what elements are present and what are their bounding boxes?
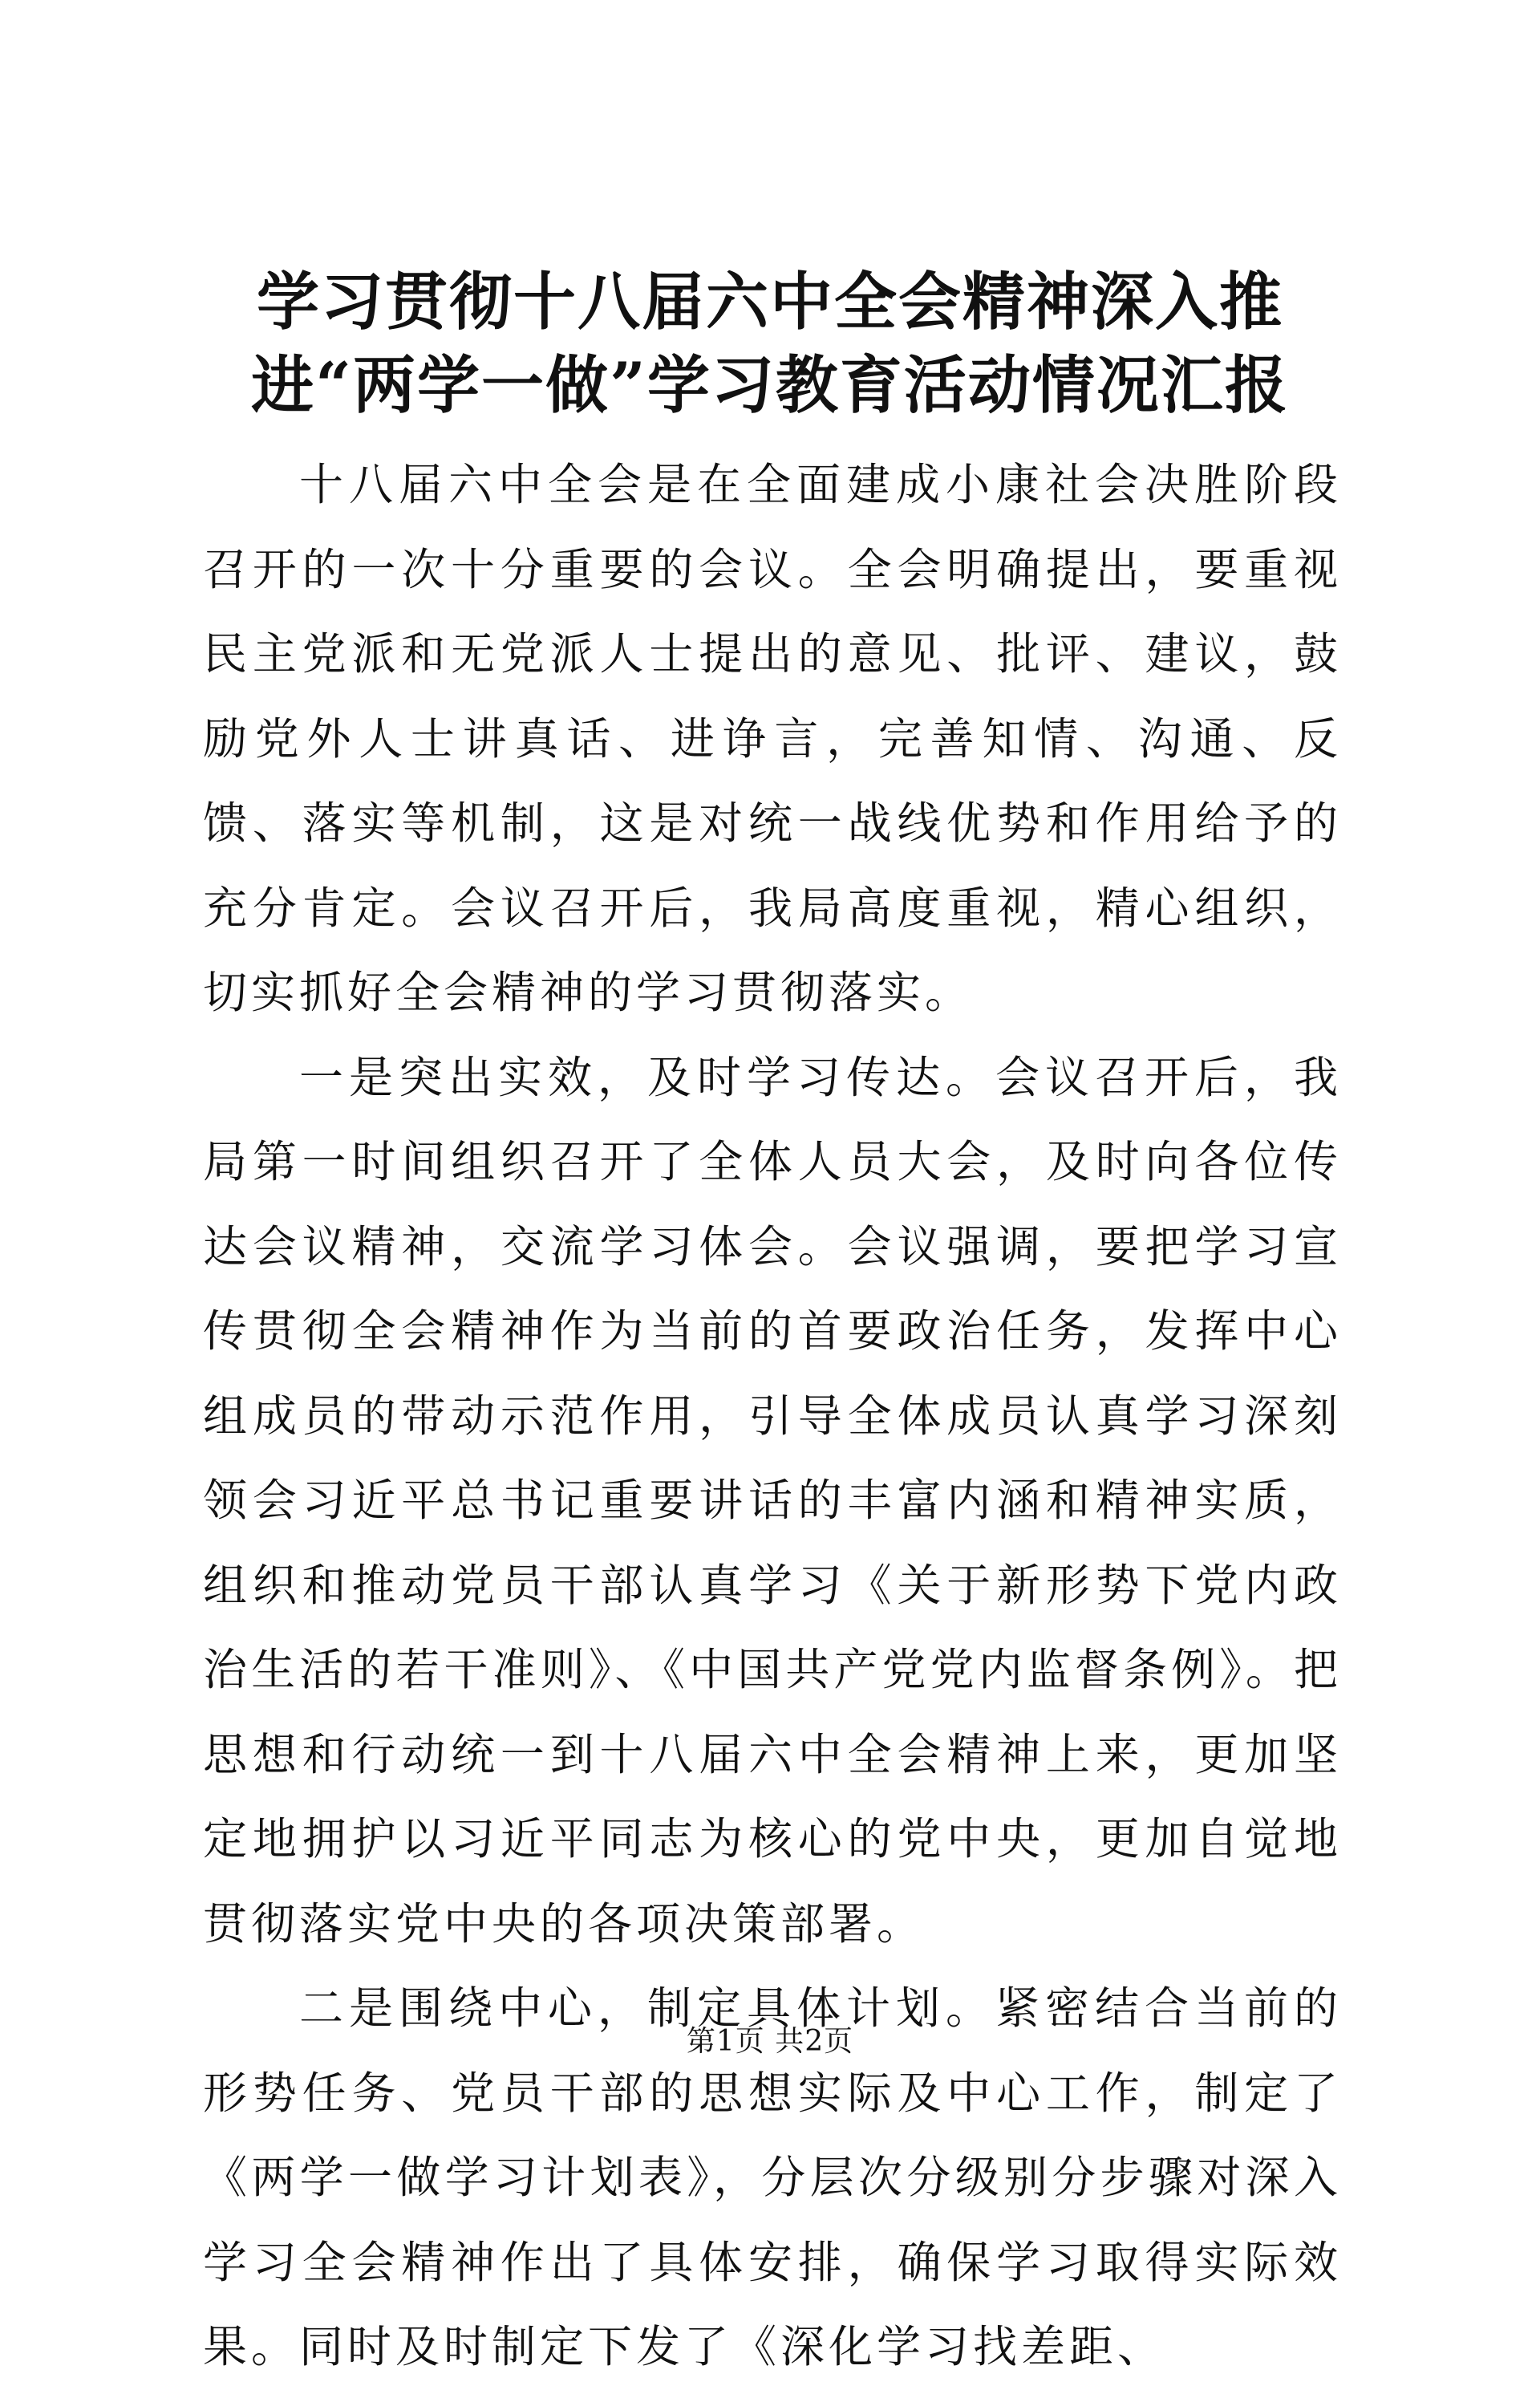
paragraph-intro: 十八届六中全会是在全面建成小康社会决胜阶段召开的一次十分重要的会议。全会明确提出，要重视民主党派和无党派人士提出的意见、批评、建议，鼓励党外人士讲真话、进诤言，完善知情、沟通、反馈、落实等机制，这是对统一战线优势和作用给予的充分肯定。会议召开后，我局高度重视，精心组织，切实抓好全会精神的学习贯彻落实。: [203, 459, 1342, 1018]
page-number-footer: 第1页 共2页: [686, 2025, 854, 2058]
document-title: 学习贯彻十八届六中全会精神深入推进“两学一做”学习教育活动情况汇报: [251, 266, 1289, 422]
document-body: [203, 443, 1342, 2390]
paragraph-point-one: 一是突出实效，及时学习传达。会议召开后，我局第一时间组织召开了全体人员大会，及时向各位传达会议精神，交流学习体会。会议强调，要把学习宣传贯彻全会精神作为当前的首要政治任务，发挥中心组成员的带动示范作用，引导全体成员认真学习深刻领会习近平总书记重要讲话的丰富内涵和精神实质，组织和推动党员干部认真学习《关于新形势下党内政治生活的若干准则》、《中国共产党党内监督条例》。把思想和行动统一到十八届六中全会精神上来，更加坚定地拥护以习近平同志为核心的党中央，更加自觉地贯彻落实党中央的各项决策部署。: [203, 1051, 1342, 1950]
paragraph-point-two: 二是围绕中心，制定具体计划。紧密结合当前的形势任务、党员干部的思想实际及中心工作，制定了《两学一做学习计划表》，分层次分级别分步骤对深入学习全会精神作出了具体安排，确保学习取得实际效果。同时及时制定下发了《深化学习找差距、: [203, 1982, 1342, 2372]
